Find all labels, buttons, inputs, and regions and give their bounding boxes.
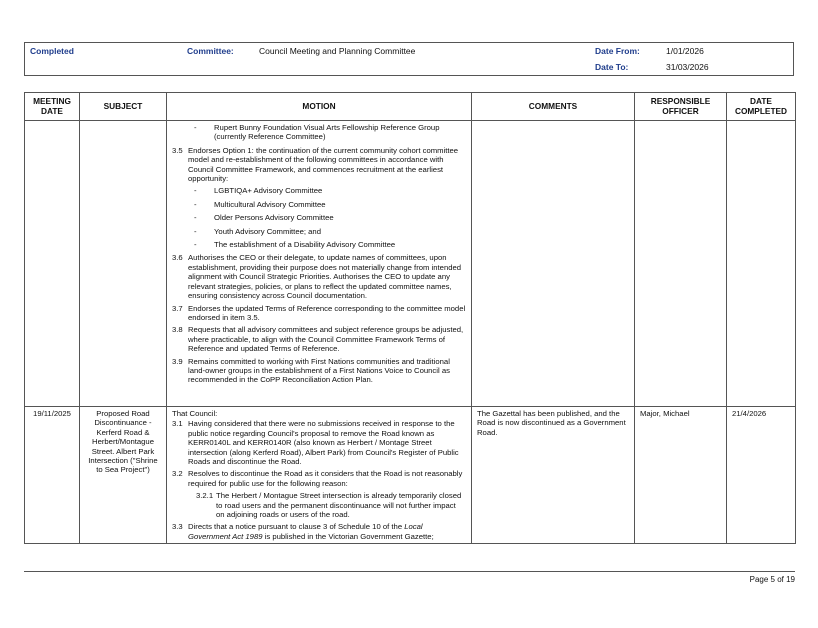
cell-date-completed [727,121,796,407]
actions-table [24,92,796,544]
list-item: - Rupert Bunny Foundation Visual Arts Fellowship Reference Group (currently Reference Committee) [194,123,466,142]
motion-item: 3.9 Remains committed to working with First Nations communities and traditional land-owner groups in the establishment of a First Nations Voice to Council as recommended in the CoPP Reconciliation Action Plan. [172,356,450,385]
col-subject: SUBJECT [80,93,167,121]
list-item: - Multicultural Advisory Committee [194,199,326,209]
table-row [25,121,796,407]
cell-date-completed: 21/4/2026 [727,407,796,544]
col-meeting-date: MEETING DATE [25,93,80,121]
status-label: Completed [30,46,74,56]
list-item: - Older Persons Advisory Committee [194,213,334,223]
motion-subitem: 3.2.1 The Herbert / Montague Street intersection is already temporarily closed to road users and the permanent discontinuance will not further impact on adjoining roads or users of the road. [196,491,462,520]
cell-subject [80,121,167,407]
date-from-value: 1/01/2026 [666,46,704,56]
list-item: - Youth Advisory Committee; and [194,226,321,236]
table-header-row [25,93,796,121]
motion-item: 3.7 Endorses the updated Terms of Reference corresponding to the committee model endorsed in item 3.5. [172,303,466,322]
motion-item: 3.6 Authorises the CEO or their delegate, to update names of committees, upon establishment, providing their purpose does not materially change from intended alignment with Council Strategic Priorities. Authorises the CEO to update any relevant strategies, policies, or plans to reflect the updated committee names, ensuring consistency across Council documentation. [172,253,462,301]
cell-motion [167,121,472,407]
cell-meeting-date: 19/11/2025 [25,407,80,544]
cell-comments [472,121,635,407]
list-item: - LGBTIQA+ Advisory Committee [194,186,323,196]
cell-officer [635,121,727,407]
table-row [25,407,796,544]
motion-item: 3.8 Requests that all advisory committees and subject reference groups be adjusted, where practicable, to align with the Council Committee Framework Terms of Reference and updated Terms of Reference. [172,325,464,354]
motion-item: 3.2 Resolves to discontinue the Road as it considers that the Road is not reasonably required for public use for the following reason: [172,469,463,488]
footer-divider [24,571,795,572]
col-comments: COMMENTS [472,93,635,121]
motion-item: 3.1 Having considered that there were no submissions received in response to the public notice regarding Council's proposal to remove the Road known as KERR0140L and KERR0140R (also known as Herbert / Montage Street intersection (along Kerferd Road), Albert Park) from Council's Register of Public Roads and discontinue the Road. [172,419,459,467]
col-motion: MOTION [167,93,472,121]
committee-label: Committee: [187,46,234,56]
cell-meeting-date [25,121,80,407]
col-responsible-officer: RESPONSIBLE OFFICER [635,93,727,121]
cell-subject: Proposed Road Discontinuance - Kerferd Road & Herbert/Montague Street. Albert Park Intersection ("Shrine to Sea Project") [80,407,167,544]
list-item: - The establishment of a Disability Advisory Committee [194,240,396,250]
cell-comments: The Gazettal has been published, and the Road is now discontinued as a Government Road. [472,407,635,544]
bullet-text: Rupert Bunny Foundation Visual Arts Fellowship Reference Group (currently Reference Committee) [214,123,440,142]
date-to-value: 31/03/2026 [666,62,709,72]
date-to-label: Date To: [595,62,629,72]
motion-item: 3.3 Directs that a notice pursuant to clause 3 of Schedule 10 of the Local Government Act 1989 is published in the Victorian Government Gazette; [172,522,434,541]
date-from-label: Date From: [595,46,640,56]
cell-officer: Major, Michael [635,407,727,544]
page-number: Page 5 of 19 [749,575,795,584]
motion-intro: That Council: [172,409,218,418]
cell-motion [167,407,472,544]
committee-value: Council Meeting and Planning Committee [259,46,416,56]
col-date-completed: DATE COMPLETED [727,93,796,121]
motion-item: 3.5 Endorses Option 1: the continuation of the current community cohort committee model and re-establishment of the following committees in accordance with Council Committee Framework, and commences recruitment at the earliest opportunity: [172,145,459,184]
